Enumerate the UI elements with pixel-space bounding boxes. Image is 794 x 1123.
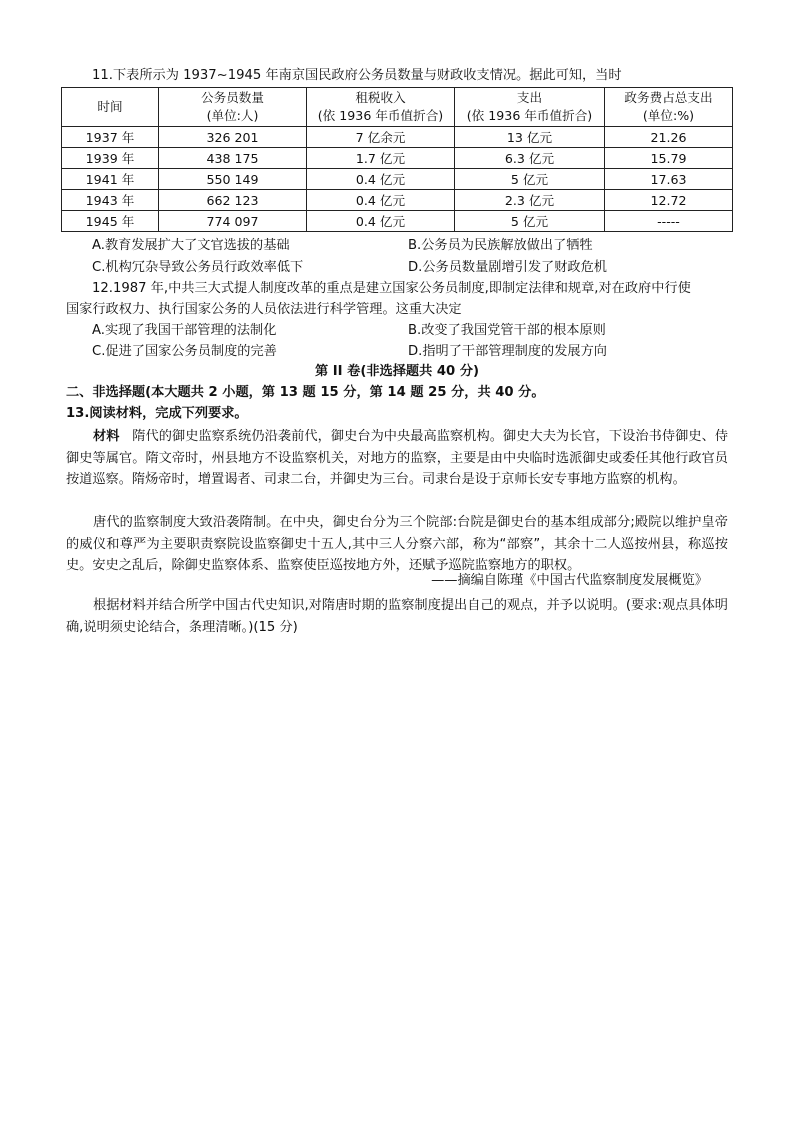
table-cell: 1945 年: [62, 211, 159, 232]
table-row: [62, 211, 733, 232]
part-2-heading: 二、非选择题(本大题共 2 小题，第 13 题 15 分，第 14 题 25 分，共 40 分。: [66, 385, 545, 400]
table-cell: 12.72: [605, 190, 733, 211]
table-row: [62, 190, 733, 211]
q11-option-b[interactable]: B.公务员为民族解放做出了牺牲: [408, 238, 593, 253]
q11-option-d[interactable]: D.公务员数量剧增引发了财政危机: [408, 260, 607, 275]
material-source: ——摘编自陈瑾《中国古代监察制度发展概览》: [431, 573, 708, 588]
table-cell: 1.7 亿元: [307, 148, 455, 169]
question-12-stem-line1: 12.1987 年,中共三大式提人制度改革的重点是建立国家公务员制度,即制定法律和规章,对在政府中行使: [92, 281, 691, 296]
q12-option-d[interactable]: D.指明了干部管理制度的发展方向: [408, 344, 607, 359]
table-header-row: [62, 88, 733, 127]
table-cell: 1939 年: [62, 148, 159, 169]
table-cell: 5 亿元: [455, 169, 605, 190]
material-label: 材料: [93, 429, 120, 444]
table-cell: 1941 年: [62, 169, 159, 190]
table-cell: 326 201: [159, 127, 307, 148]
table-cell: 550 149: [159, 169, 307, 190]
table-cell: 0.4 亿元: [307, 190, 455, 211]
table-cell: 774 097: [159, 211, 307, 232]
part-2-title: 第 II 卷(非选择题共 40 分): [314, 364, 480, 379]
table-cell: 6.3 亿元: [455, 148, 605, 169]
table-cell: 0.4 亿元: [307, 211, 455, 232]
table-row: [62, 169, 733, 190]
table-row: [62, 127, 733, 148]
table-cell: 13 亿元: [455, 127, 605, 148]
q11-option-c[interactable]: C.机构冗杂导致公务员行政效率低下: [92, 260, 304, 275]
table-cell: 438 175: [159, 148, 307, 169]
q12-option-b[interactable]: B.改变了我国党管干部的根本原则: [408, 323, 606, 338]
table-header-cell: 政务费占总支出 (单位:%): [605, 88, 733, 127]
q12-option-c[interactable]: C.促进了国家公务员制度的完善: [92, 344, 277, 359]
table-cell: 21.26: [605, 127, 733, 148]
table-header-cell: 公务员数量 (单位:人): [159, 88, 307, 127]
question-11-stem: 11.下表所示为 1937~1945 年南京国民政府公务员数量与财政收支情况。据此可知，当时: [92, 68, 622, 83]
table-cell: 662 123: [159, 190, 307, 211]
table-cell: 0.4 亿元: [307, 169, 455, 190]
civil-servant-finance-table: [61, 87, 733, 232]
material-text-1: 隋代的御史监察系统仍沿袭前代，御史台为中央最高监察机构。御史大夫为长官，下设治书侍御史、侍御史等属官。隋文帝时，州县地方不设监察机关，对地方的监察，主要是由中央临时选派御史或委任其他行政官员按道巡察。隋炀帝时，增置谒者、司隶二台，并御史为三台。司隶台是设于京师长安专事地方监察的机构。: [66, 429, 729, 487]
table-header-cell: 时间: [62, 88, 159, 127]
material-paragraph-2: 唐代的监察制度大致沿袭隋制。在中央，御史台分为三个院部:台院是御史台的基本组成部分;殿院以维护皇帝的威仪和尊严为主要职责察院设监察御史十五人,其中三人分察六部，称为“部察”，其余十二人巡按州县，称巡按史。安史之乱后，除御史监察体系、监察使臣巡按地方外，还赋予巡院监察地方的职权。: [66, 515, 728, 573]
q12-option-a[interactable]: A.实现了我国干部管理的法制化: [92, 323, 277, 338]
question-13-requirement: 根据材料并结合所学中国古代史知识,对隋唐时期的监察制度提出自己的观点，并予以说明。(要求:观点具体明确,说明须史论结合，条理清晰。)(15 分): [66, 598, 728, 635]
material-paragraph-1: [66, 426, 728, 491]
table-cell: 5 亿元: [455, 211, 605, 232]
table-cell: 1937 年: [62, 127, 159, 148]
table-cell: 7 亿余元: [307, 127, 455, 148]
table-header-cell: 租税收入 (依 1936 年币值折合): [307, 88, 455, 127]
question-13-title: 13.阅读材料，完成下列要求。: [66, 406, 248, 421]
table-header-cell: 支出 (依 1936 年币值折合): [455, 88, 605, 127]
question-12-stem-line2: 国家行政权力、执行国家公务的人员依法进行科学管理。这重大决定: [66, 302, 462, 317]
table-cell: 1943 年: [62, 190, 159, 211]
table-cell: -----: [605, 211, 733, 232]
table-cell: 15.79: [605, 148, 733, 169]
table-row: [62, 148, 733, 169]
table-cell: 2.3 亿元: [455, 190, 605, 211]
q11-option-a[interactable]: A.教育发展扩大了文官选拔的基础: [92, 238, 290, 253]
table-cell: 17.63: [605, 169, 733, 190]
